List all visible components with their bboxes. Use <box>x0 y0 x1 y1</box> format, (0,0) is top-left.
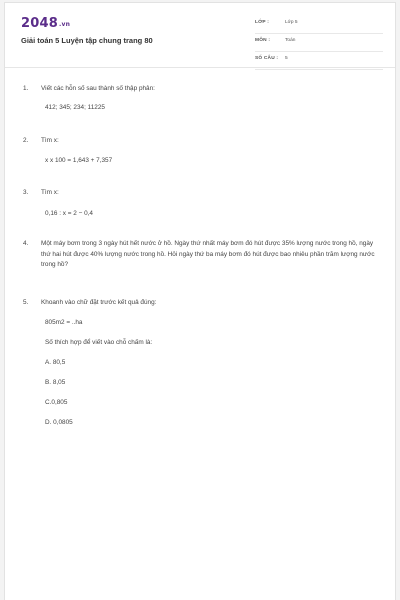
meta-row-count <box>255 53 383 70</box>
meta-label: SỐ CÂU : <box>255 56 279 61</box>
worksheet-page <box>4 2 396 600</box>
logo-text: 2048 <box>21 16 58 31</box>
answer-option-a[interactable]: A. 80,5 <box>45 359 66 366</box>
question-number: 4. <box>23 240 29 247</box>
question-text: Một máy bơm trong 3 ngày hút hết nước ở hồ. Ngày thứ nhất máy bơm đó hút được 35% lượng nước trong hồ, ngày thứ hai hút được 40% lượng nước trong hồ. Hỏi ngày thứ ba máy bơm đó hút được bao nhiêu phần trăm lượng nước trong hồ? <box>41 240 375 268</box>
meta-value: Lớp 5 <box>285 20 298 25</box>
answer-option-d[interactable]: D. 0,0805 <box>45 419 73 426</box>
meta-info <box>255 17 383 71</box>
meta-label: MÔN : <box>255 38 271 43</box>
meta-value: Toán <box>285 38 296 43</box>
page-title: Giải toán 5 Luyện tập chung trang 80 <box>21 36 153 45</box>
answer-option-b[interactable]: B. 8,05 <box>45 379 66 386</box>
question-3-line: 0,16 : x = 2 − 0,4 <box>45 210 93 217</box>
meta-row-subject <box>255 35 383 52</box>
question-number: 3. <box>23 189 29 196</box>
question-5-prompt: Số thích hợp để viết vào chỗ chấm là: <box>45 339 153 346</box>
worksheet-header <box>5 3 395 68</box>
logo-suffix: .vn <box>58 21 71 28</box>
question-text: Viết các hỗn số sau thành số thập phân: <box>41 85 155 92</box>
site-logo[interactable] <box>21 16 70 31</box>
question-number: 1. <box>23 85 29 92</box>
meta-label: LỚP : <box>255 20 270 25</box>
meta-value: 5 <box>285 56 288 61</box>
question-text: Khoanh vào chữ đặt trước kết quả đúng: <box>41 299 157 306</box>
question-number: 2. <box>23 137 29 144</box>
question-text: Tìm x: <box>41 137 59 144</box>
question-2-line: x x 100 = 1,643 + 7,357 <box>45 157 113 164</box>
question-text: Tìm x: <box>41 189 59 196</box>
question-5-expression: 805m2 = ..ha <box>45 319 83 326</box>
question-1-line: 412; 345; 234; 11225 <box>45 104 105 111</box>
meta-row-class <box>255 17 383 34</box>
answer-option-c[interactable]: C.0,805 <box>45 399 68 406</box>
question-number: 5. <box>23 299 29 306</box>
